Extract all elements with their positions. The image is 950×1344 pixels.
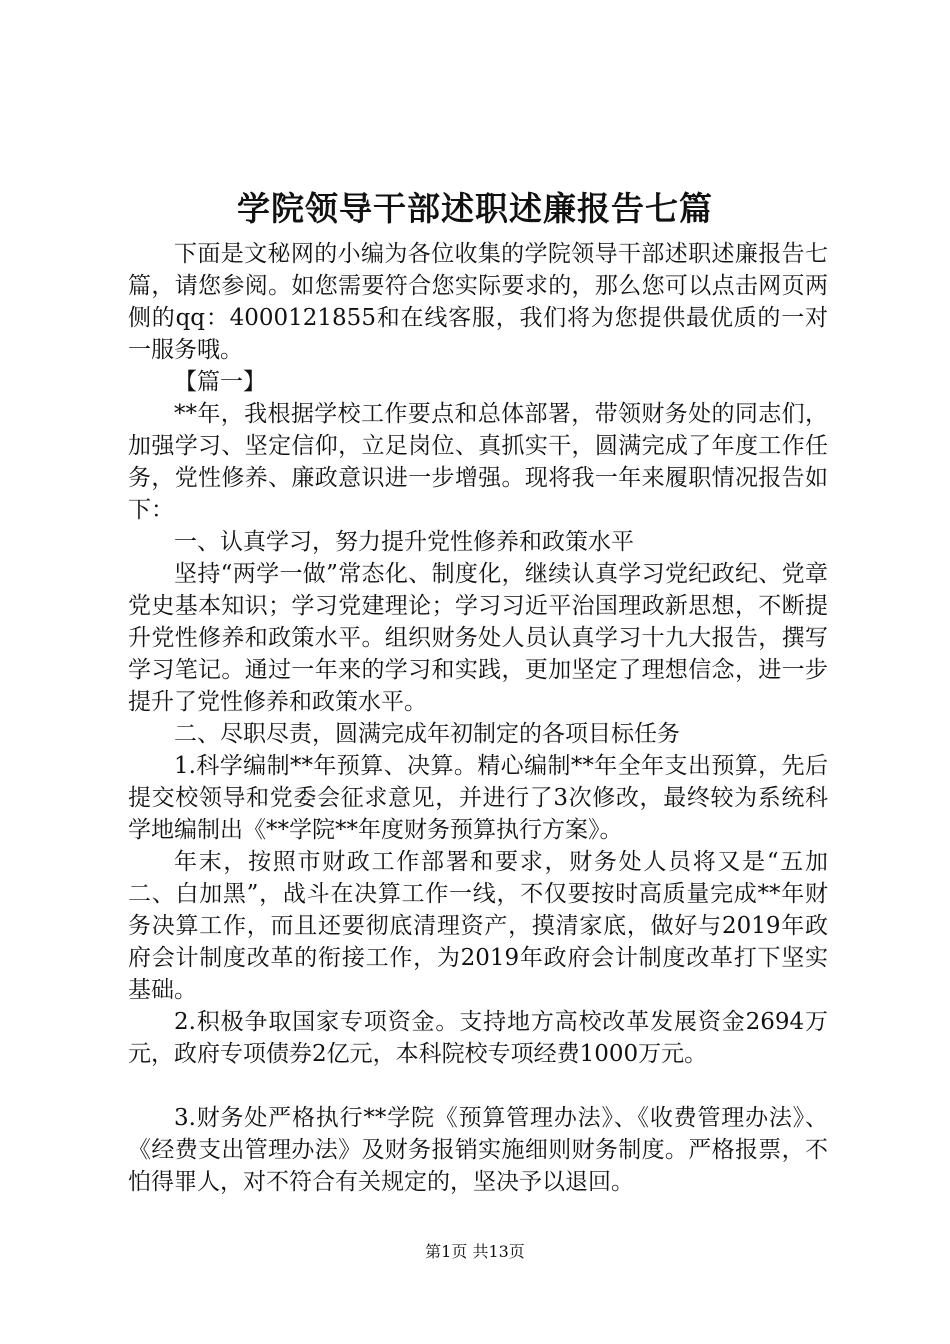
document-body [128, 238, 828, 1198]
section-heading-part-one: 【篇一】 [174, 369, 266, 395]
intro-paragraph: 下面是文秘网的小编为各位收集的学院领导干部述职述廉报告七篇，请您参阅。如您需要符合您实际要求的，那么您可以点击网页两侧的qq：4000121855和在线客服，我们将为您提供最优质的一对一服务哦。 [128, 241, 828, 363]
body-paragraph: 2.积极争取国家专项资金。支持地方高校改革发展资金2694万元，政府专项债券2亿元，本科院校专项经费1000万元。 [128, 1009, 828, 1067]
body-paragraph: 坚持“两学一做”常态化、制度化，继续认真学习党纪政纪、党章党史基本知识；学习党建理论；学习习近平治国理政新思想，不断提升党性修养和政策水平。组织财务处人员认真学习十九大报告，撰写学习笔记。通过一年来的学习和实践，更加坚定了理想信念，进一步提升了党性修养和政策水平。 [128, 561, 828, 715]
section-heading: 一、认真学习，努力提升党性修养和政策水平 [174, 529, 634, 555]
body-paragraph: 1.科学编制**年预算、决算。精心编制**年全年支出预算，先后提交校领导和党委会征求意见，并进行了3次修改，最终较为系统科学地编制出《**学院**年度财务预算执行方案》。 [128, 753, 828, 843]
section-heading: 二、尽职尽责，圆满完成年初制定的各项目标任务 [174, 721, 680, 747]
body-paragraph: 3.财务处严格执行**学院《预算管理办法》、《收费管理办法》、《经费支出管理办法》及财务报销实施细则财务制度。严格报票，不怕得罪人，对不符合有关规定的，坚决予以退回。 [128, 1105, 828, 1195]
page-footer: 第1页 共13页 [425, 1242, 525, 1261]
body-paragraph: **年，我根据学校工作要点和总体部署，带领财务处的同志们，加强学习、坚定信仰，立足岗位、真抓实干，圆满完成了年度工作任务，党性修养、廉政意识进一步增强。现将我一年来履职情况报告如下： [128, 401, 828, 523]
document-title: 学院领导干部述职述廉报告七篇 [237, 189, 713, 228]
body-paragraph: 年末，按照市财政工作部署和要求，财务处人员将又是“五加二、白加黑”，战斗在决算工作一线，不仅要按时高质量完成**年财务决算工作，而且还要彻底清理资产，摸清家底，做好与2019年政府会计制度改革的衔接工作，为2019年政府会计制度改革打下坚实基础。 [128, 849, 828, 1003]
